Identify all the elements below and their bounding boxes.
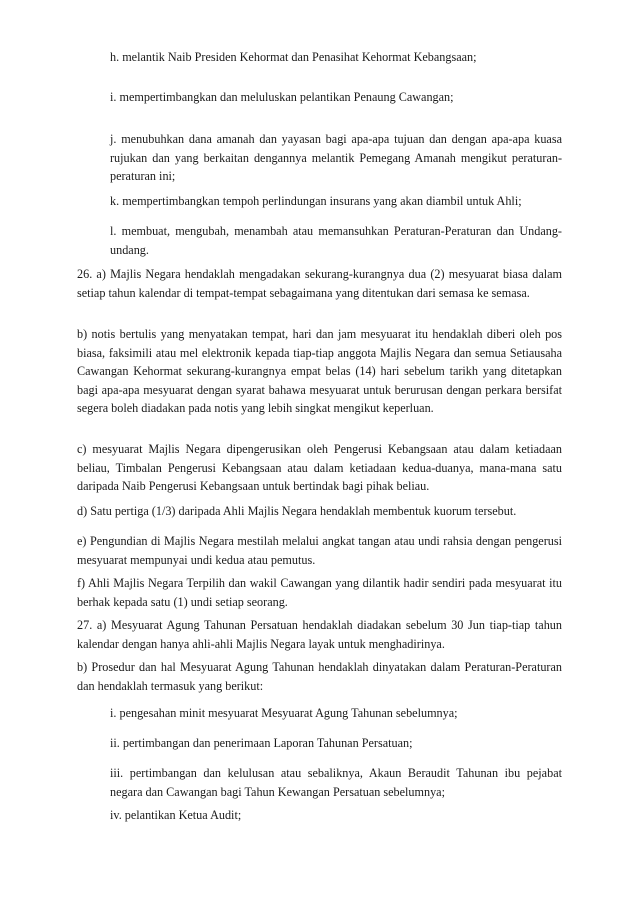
clause-i: i. mempertimbangkan dan meluluskan pelantikan Penaung Cawangan; bbox=[110, 90, 454, 104]
section-26-d: d) Satu pertiga (1/3) daripada Ahli Majlis Negara hendaklah membentuk kuorum tersebut. bbox=[77, 504, 517, 518]
section-27-b-item-iii: iii. pertimbangan dan kelulusan atau sebaliknya, Akaun Beraudit Tahunan ibu pejabat negara dan Cawangan bagi Tahun Kewangan Persatuan sebelumnya; bbox=[110, 766, 562, 799]
clause-k: k. mempertimbangkan tempoh perlindungan insurans yang akan diambil untuk Ahli; bbox=[110, 194, 522, 208]
section-26-e: e) Pengundian di Majlis Negara mestilah melalui angkat tangan atau undi rahsia dengan pengerusi mesyuarat mempunyai undi kedua atau pemutus. bbox=[77, 534, 562, 567]
section-26-b: b) notis bertulis yang menyatakan tempat, hari dan jam mesyuarat itu hendaklah diberi oleh pos biasa, faksimili atau mel elektronik kepada tiap-tiap anggota Majlis Negara dan semua Setiausaha Cawangan Kehormat sekurang-kurangnya empat belas (14) hari sebelum tarikh yang ditetapkan bagi apa-apa mesyuarat dengan syarat bahawa mesyuarat untuk berurusan dengan perkara bersifat segera boleh diadakan pada notis yang lebih singkat mengikut keperluan. bbox=[77, 327, 562, 415]
section-27-a: 27. a) Mesyuarat Agung Tahunan Persatuan hendaklah diadakan sebelum 30 Jun tiap-tiap tahun kalendar dengan hanya ahli-ahli Majlis Negara layak untuk menghadirinya. bbox=[77, 618, 562, 651]
clause-l: l. membuat, mengubah, menambah atau memansuhkan Peraturan-Peraturan dan Undang-undang. bbox=[110, 224, 562, 257]
section-26-f: f) Ahli Majlis Negara Terpilih dan wakil Cawangan yang dilantik hadir sendiri pada mesyuarat itu berhak kepada satu (1) undi setiap seorang. bbox=[77, 576, 562, 609]
clause-h: h. melantik Naib Presiden Kehormat dan Penasihat Kehormat Kebangsaan; bbox=[110, 50, 477, 64]
section-27-b: b) Prosedur dan hal Mesyuarat Agung Tahunan hendaklah dinyatakan dalam Peraturan-Peraturan dan hendaklah termasuk yang berikut: bbox=[77, 660, 562, 693]
section-26-c: c) mesyuarat Majlis Negara dipengerusikan oleh Pengerusi Kebangsaan atau dalam ketiadaan beliau, Timbalan Pengerusi Kebangsaan atau dalam ketiadaan kedua-duanya, mana-mana satu daripada Naib Pengerusi Kebangsaan untuk bertindak bagi pihak beliau. bbox=[77, 442, 562, 493]
section-26-a: 26. a) Majlis Negara hendaklah mengadakan sekurang-kurangnya dua (2) mesyuarat biasa dalam setiap tahun kalendar di tempat-tempat sebagaimana yang ditentukan dari semasa ke semasa. bbox=[77, 267, 562, 300]
clause-j: j. menubuhkan dana amanah dan yayasan bagi apa-apa tujuan dan dengan apa-apa kuasa rujukan dan yang berkaitan dengannya melantik Pemegang Amanah mengikut peraturan-peraturan ini; bbox=[110, 132, 562, 183]
section-27-b-item-i: i. pengesahan minit mesyuarat Mesyuarat Agung Tahunan sebelumnya; bbox=[110, 706, 458, 720]
section-27-b-item-iv: iv. pelantikan Ketua Audit; bbox=[110, 808, 242, 822]
section-27-b-item-ii: ii. pertimbangan dan penerimaan Laporan Tahunan Persatuan; bbox=[110, 736, 413, 750]
